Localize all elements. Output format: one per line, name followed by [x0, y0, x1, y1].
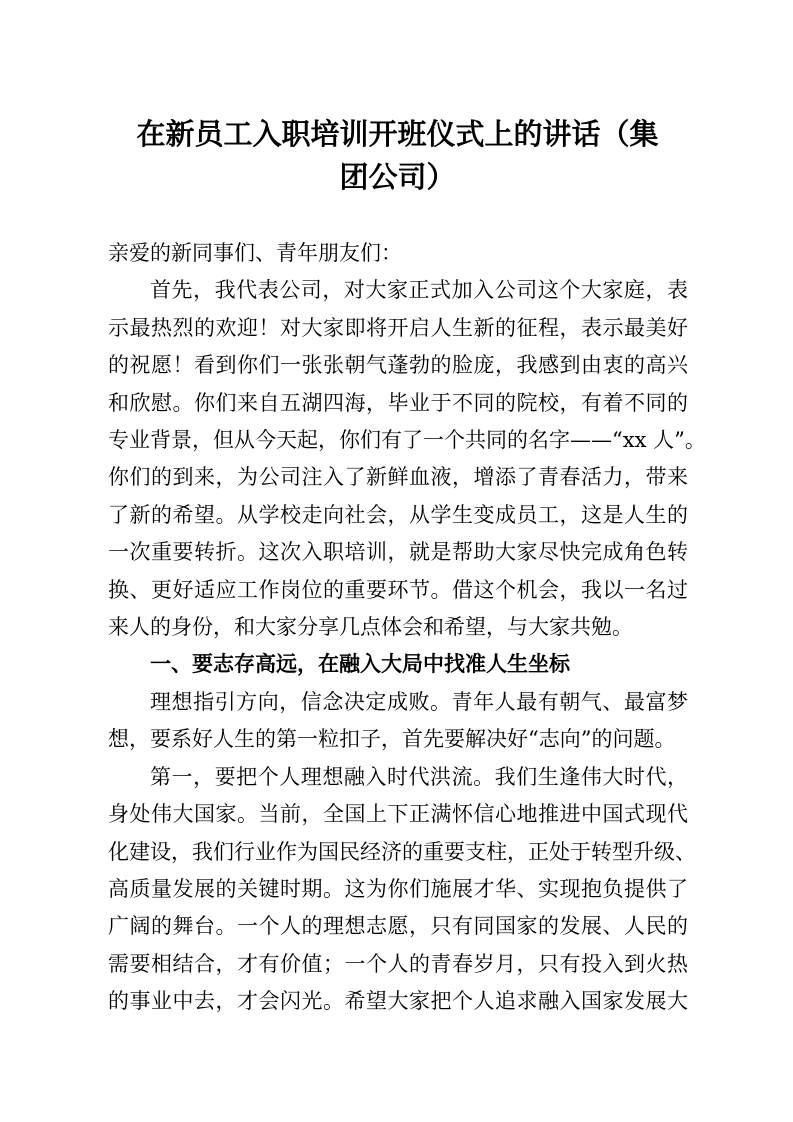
text-line: 身处伟大国家。当前，全国上下正满怀信心地推进中国式现代 — [108, 802, 688, 827]
document-body — [108, 235, 706, 1021]
paragraph-welcome — [108, 272, 706, 646]
text-line: 专业背景，但从今天起，你们有了一个共同的名字——“xx 人”。 — [108, 428, 706, 453]
paragraph-ideals — [108, 684, 688, 759]
text-line: 理想指引方向，信念决定成败。青年人最有朝气、最富梦 — [150, 689, 688, 714]
document-title — [100, 113, 695, 199]
text-line: 一次重要转折。这次入职培训，就是帮助大家尽快完成角色转 — [108, 540, 688, 565]
text-line: 的祝愿！看到你们一张张朝气蓬勃的脸庞，我感到由衷的高兴 — [108, 353, 688, 378]
text-line: 换、更好适应工作岗位的重要环节。借这个机会，我以一名过 — [108, 577, 688, 602]
section-heading: 一、要志存高远，在融入大局中找准人生坐标 — [150, 652, 570, 677]
text-line: 化建设，我们行业作为国民经济的重要支柱，正处于转型升级、 — [108, 839, 696, 864]
text-line: 首先，我代表公司，对大家正式加入公司这个大家庭，表 — [150, 278, 688, 303]
text-line: 高质量发展的关键时期。这为你们施展才华、实现抱负提供了 — [108, 876, 688, 901]
title-line: 团公司） — [339, 160, 456, 194]
greeting: 亲爱的新同事们、青年朋友们： — [108, 241, 402, 265]
paragraph-first-point — [108, 759, 696, 1021]
text-line: 广阔的舞台。一个人的理想志愿，只有同国家的发展、人民的 — [108, 914, 688, 939]
text-line: 你们的到来，为公司注入了新鲜血液，增添了青春活力，带来 — [108, 465, 688, 490]
text-line: 和欣慰。你们来自五湖四海，毕业于不同的院校，有着不同的 — [108, 390, 688, 415]
text-line: 了新的希望。从学校走向社会，从学生变成员工，这是人生的 — [108, 502, 688, 527]
text-line: 示最热烈的欢迎！对大家即将开启人生新的征程，表示最美好 — [108, 315, 688, 340]
title-line: 在新员工入职培训开班仪式上的讲话（集 — [136, 117, 659, 151]
text-line: 想，要系好人生的第一粒扣子，首先要解决好“志向”的问题。 — [108, 727, 676, 752]
text-line: 的事业中去，才会闪光。希望大家把个人追求融入国家发展大 — [108, 989, 688, 1014]
text-line: 需要相结合，才有价值；一个人的青春岁月，只有投入到火热 — [108, 951, 688, 976]
text-line: 来人的身份，和大家分享几点体会和希望，与大家共勉。 — [108, 615, 633, 640]
text-line: 第一，要把个人理想融入时代洪流。我们生逢伟大时代， — [150, 764, 688, 789]
